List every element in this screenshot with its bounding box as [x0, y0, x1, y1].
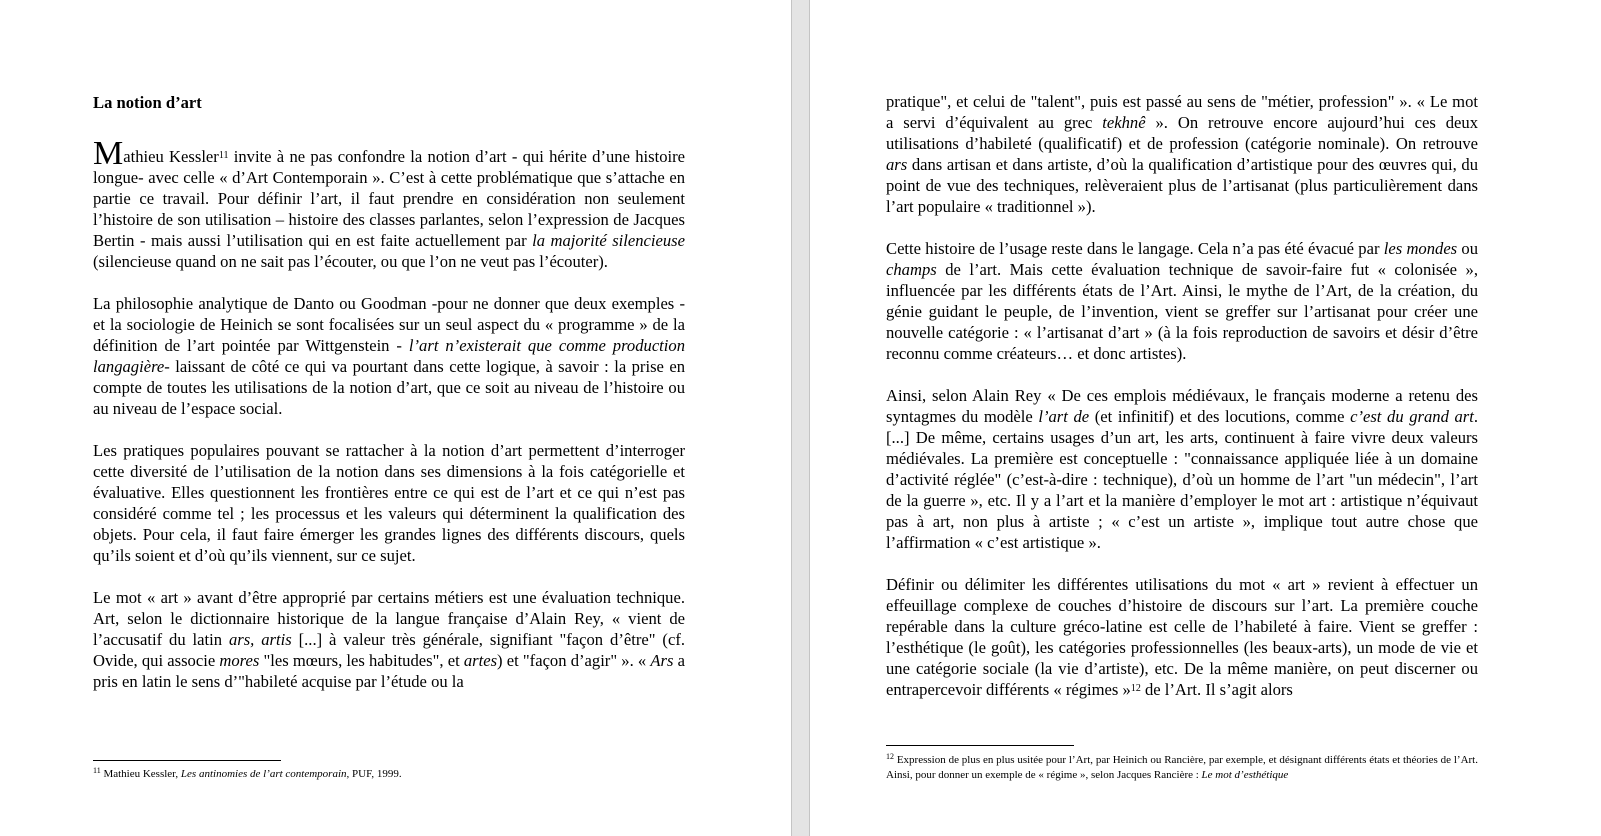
right-page-body	[886, 91, 1478, 700]
paragraph-2: Cette histoire de l’usage reste dans le langage. Cela n’a pas été évacué par les mondes ou champs de l’art. Mais cette évaluation technique de savoir-faire fut « colonisée », influencée par les différents états de l’Art. Ainsi, le mythe de l’Art, de la création, du génie guidant le peuple, de l’invention, vient se greffer sur l’artisanat pour créer une nouvelle catégorie : « l’artisanat d’art » (à la fois reproduction de savoirs et désir d’être reconnu comme créateurs… et donc artistes).	[886, 239, 1478, 363]
footnote-ref-12[interactable]: 12	[1130, 683, 1141, 694]
paragraph-2: La philosophie analytique de Danto ou Goodman -pour ne donner que deux exemples - et la sociologie de Heinich se sont focalisées sur un seul aspect du « programme » de la définition de l’art pointée par Wittgenstein - l’art n’existerait que comme production langagière- laissant de côté ce qui va pourtant dans cette logique, à savoir : la prise en compte de toutes les utilisations de la notion d’art, que ce soit au niveau de l’histoire ou au niveau de l’espace social.	[93, 294, 685, 418]
right-page	[810, 0, 1601, 836]
paragraph-1: pratique", et celui de "talent", puis est passé au sens de "métier, profession" ». « Le mot a servi d’équivalent au grec tekhnê ». On retrouve encore aujourd’hui ces deux utilisations d’habileté (qualificatif) et de profession (catégorie nominale). On retrouve ars dans artisan et dans artiste, d’où la qualification d’artistique pour des œuvres qui, du point de vue des techniques, relèveraient plus de l’artisanat (plus particulièrement dans l’art populaire « traditionnel »).	[886, 92, 1479, 216]
section-heading: La notion d’art	[93, 93, 202, 112]
left-page-body	[93, 135, 685, 692]
footnote-separator	[93, 760, 281, 761]
footnote-11: $^{11}$ Mathieu Kessler, Les antinomies de l’art contemporain, PUF, 1999.	[93, 766, 402, 780]
paragraph-3: Ainsi, selon Alain Rey « De ces emplois médiévaux, le français moderne a retenu des syntagmes du modèle l’art de (et infinitif) et des locutions, comme c’est du grand art. [...] De même, certains usages d’un art, les arts, continuent à faire vivre deux valeurs médiévales. La première est conceptuelle : "connaissance appliquée liée à un domaine d’activité réglée" (c’est-à-dire : technique), d’où un homme de l’art "un médecin", l’art de la guerre », etc. Il y a l’art et la manière d’employer le mot art : artistique n’équivaut pas à art, non plus à artiste ; « c’est un artiste », implique tout autre chose que l’affirmation « c’est artistique ».	[886, 386, 1479, 552]
footnote-separator	[886, 745, 1074, 746]
footnote-12: $^{12}$ Expression de plus en plus usitée pour l’Art, par Heinich ou Rancière, par exemple, et désignant différents états et théories de l’Art. Ainsi, pour donner un exemple de « régime », selon Jacques Rancière : Le mot d’esthétique	[886, 752, 1478, 781]
paragraph-4: Le mot « art » avant d’être approprié par certains métiers est une évaluation technique. Art, selon le dictionnaire historique de la langue française d’Alain Rey, « vient de l’accusatif du latin ars, artis [...] à valeur très générale, signifiant "façon d’être" (cf. Ovide, qui associe mores "les mœurs, les habitudes", et artes) et "façon d’agir" ». « Ars a pris en latin le sens d’"habileté acquise par l’étude ou la	[93, 588, 685, 691]
footnote-ref-11[interactable]: 11	[218, 150, 229, 161]
drop-cap: M	[93, 135, 124, 172]
paragraph-3: Les pratiques populaires pouvant se rattacher à la notion d’art permettent d’interroger cette diversité de l’utilisation de la notion dans ses dimensions à la fois catégorielle et évaluative. Elles questionnent les frontières entre ce qui est de l’art et ce qui n’est pas considéré comme tel ; les processus et les valeurs qui déterminent la qualification des objets. Pour cela, il faut faire émerger les grandes lignes des différents discours, quels qu’ils soient et d’où qu’ils viennent, sur ce sujet.	[93, 441, 685, 565]
paragraph-4: Définir ou délimiter les différentes utilisations du mot « art » revient à effectuer un effeuillage complexe de couches d’histoire de discours sur l’art. La première couche repérable dans la culture gréco-latine est celle de l’habileté à faire. Vient se greffer : l’esthétique (le goût), les catégories professionnelles (les beaux-arts), un mode de vie et une catégorie sociale (la vie d’artiste), etc. De la même manière, on peut discerner ou entrapercevoir différents « régimes »$^{12}$ de l’Art. Il s’agit alors	[886, 575, 1478, 699]
paragraph-1: Mathieu Kessler$^{11}$ invite à ne pas confondre la notion d’art - qui hérite d’une histoire longue- avec celle « d’Art Contemporain ». C’est à cette problématique que s’attache en partie ce travail. Pour définir l’art, il faut prendre en considération non seulement l’histoire de son utilisation – histoire des classes parlantes, selon l’expression de Jacques Bertin - mais aussi l’utilisation qui en est faite actuellement par la majorité silencieuse (silencieuse quand on ne sait pas l’écouter, ou que l’on ne veut pas l’écouter).	[93, 135, 685, 271]
left-page	[0, 0, 791, 836]
page-separator	[791, 0, 810, 836]
